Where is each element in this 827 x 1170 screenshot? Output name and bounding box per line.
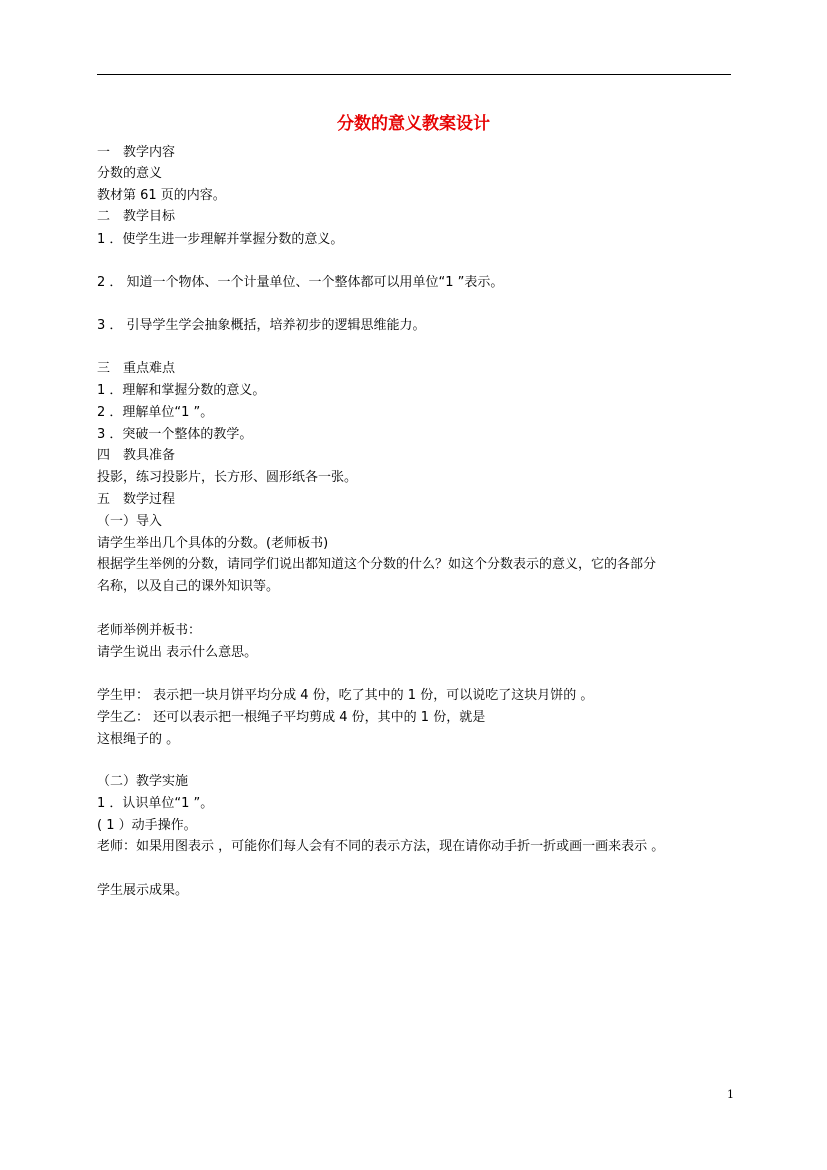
section-heading: 一 教学内容	[97, 145, 176, 160]
body-text: 这根绳子的 。	[97, 732, 180, 747]
body-text: 分数的意义	[97, 166, 163, 181]
body-text: 教材第 61 页的内容。	[97, 188, 226, 203]
page-number: 1	[727, 1088, 734, 1101]
list-item: 1 ．理解和掌握分数的意义。	[97, 383, 266, 398]
list-item: 1 ．使学生进一步理解并掌握分数的意义。	[97, 232, 344, 247]
body-text: 请学生说出 表示什么意思。	[97, 645, 258, 660]
subsection-heading: （一）导入	[97, 514, 163, 529]
body-text: 老师举例并板书：	[97, 623, 202, 638]
list-item: 3 ． 引导学生学会抽象概括，培养初步的逻辑思维能力。	[97, 318, 426, 333]
subsection-heading: （二）教学实施	[97, 774, 189, 789]
body-text: 学生甲： 表示把一块月饼平均分成 4 份，吃了其中的 1 份，可以说吃了这块月饼的 。	[97, 688, 594, 703]
section-heading: 二 教学目标	[97, 209, 176, 224]
section-heading: 三 重点难点	[97, 361, 176, 376]
section-heading: 四 教具准备	[97, 448, 176, 463]
body-text: 学生展示成果。	[97, 883, 189, 898]
list-item: 2 ． 知道一个物体、一个计量单位、一个整体都可以用单位“1 ”表示。	[97, 275, 504, 290]
list-item: 2 ．理解单位“1 ”。	[97, 405, 214, 420]
list-item: 3 ．突破一个整体的教学。	[97, 427, 253, 442]
body-text: 名称，以及自己的课外知识等。	[97, 579, 280, 594]
header-rule	[97, 74, 731, 75]
body-text: 老师：如果用图表示 ，可能你们每人会有不同的表示方法，现在请你动手折一折或画一画来表示 。	[97, 839, 665, 854]
list-item: 1 ．认识单位“1 ”。	[97, 796, 214, 811]
body-text: 学生乙： 还可以表示把一根绳子平均剪成 4 份，其中的 1 份，就是	[97, 710, 486, 725]
body-text: 请学生举出几个具体的分数。(老师板书)	[97, 536, 329, 551]
section-heading: 五 数学过程	[97, 492, 176, 507]
body-text: 根据学生举例的分数，请同学们说出都知道这个分数的什么？如这个分数表示的意义，它的各部分	[97, 557, 657, 572]
body-text: 投影，练习投影片，长方形、圆形纸各一张。	[97, 470, 358, 485]
document-title: 分数的意义教案设计	[337, 114, 490, 134]
list-item: ( 1 ）动手操作。	[97, 818, 197, 833]
